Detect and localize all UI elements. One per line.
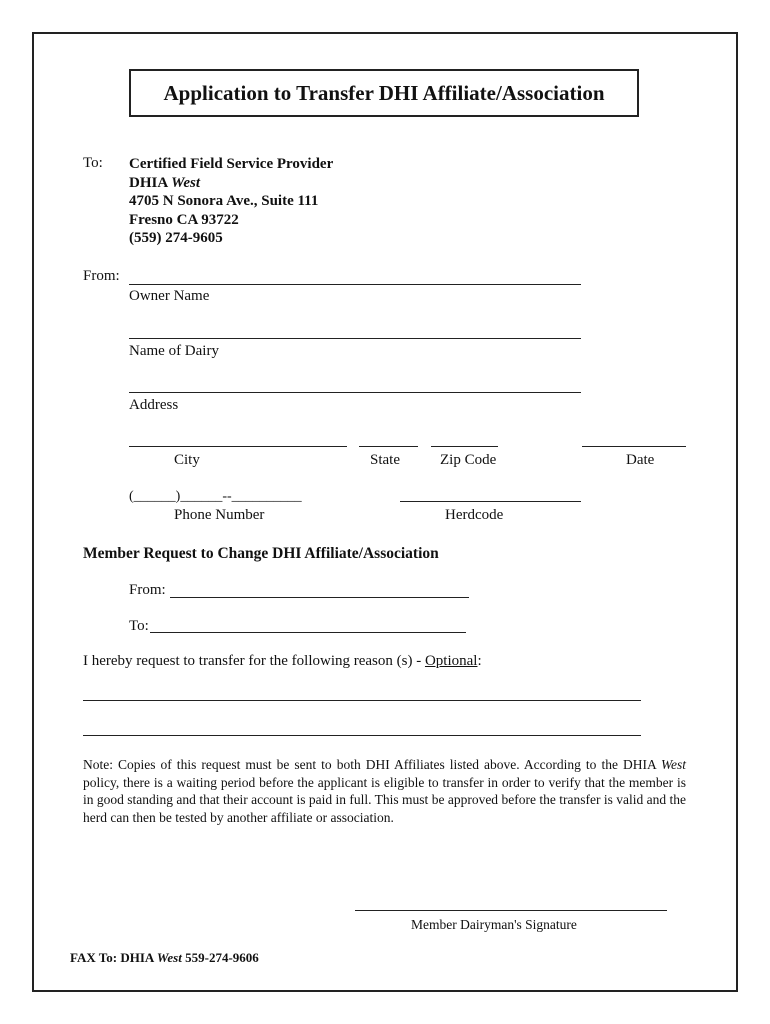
date-field[interactable] — [582, 446, 686, 447]
reason-line-1[interactable] — [83, 700, 641, 701]
request-to-label: To: — [129, 618, 149, 634]
address-label: Address — [129, 397, 179, 413]
to-label: To: — [83, 155, 103, 171]
phone-field[interactable]: (______)______--__________ — [129, 489, 302, 504]
state-field[interactable] — [359, 446, 418, 447]
request-from-field[interactable] — [170, 597, 469, 598]
member-request-heading: Member Request to Change DHI Affiliate/Association — [83, 545, 439, 562]
recipient-line-2: DHIA West — [129, 174, 200, 191]
dairy-name-label: Name of Dairy — [129, 343, 219, 359]
herdcode-label: Herdcode — [445, 507, 504, 523]
recipient-line-3: 4705 N Sonora Ave., Suite 111 — [129, 193, 319, 209]
address-field[interactable] — [129, 392, 581, 393]
zip-label: Zip Code — [440, 452, 497, 468]
title-box — [129, 69, 639, 117]
dairy-name-field[interactable] — [129, 338, 581, 339]
recipient-line-4: Fresno CA 93722 — [129, 211, 239, 228]
herdcode-field[interactable] — [400, 501, 581, 502]
owner-name-field[interactable] — [129, 284, 581, 285]
reason-line-2[interactable] — [83, 735, 641, 736]
note-paragraph: Note: Copies of this request must be sent to both DHI Affiliates listed above. According to the DHIA West policy, there is a waiting period before the applicant is eligible to transfer in order to verify that the member is in good standing and that their account is paid in full. This must be approved before the transfer is valid and the herd can then be tested by another affiliate or association. — [83, 757, 686, 825]
recipient-line-1: Certified Field Service Provider — [129, 156, 334, 172]
from-label: From: — [83, 268, 120, 284]
form-title: Application to Transfer DHI Affiliate/Association — [163, 80, 605, 105]
signature-label: Member Dairyman's Signature — [411, 917, 577, 932]
reason-prompt: I hereby request to transfer for the following reason (s) - Optional: — [83, 653, 482, 669]
fax-line: FAX To: DHIA West 559-274-9606 — [70, 950, 259, 965]
state-label: State — [370, 452, 400, 468]
signature-field[interactable] — [355, 910, 667, 911]
date-label: Date — [626, 452, 655, 468]
zip-field[interactable] — [431, 446, 498, 447]
recipient-address — [129, 155, 333, 248]
request-from-label: From: — [129, 582, 166, 598]
recipient-line-5: (559) 274-9605 — [129, 230, 223, 246]
owner-name-label: Owner Name — [129, 288, 210, 304]
phone-label: Phone Number — [174, 507, 265, 523]
request-to-field[interactable] — [150, 632, 466, 633]
city-field[interactable] — [129, 446, 347, 447]
city-label: City — [174, 452, 200, 468]
optional-label: Optional — [424, 653, 478, 669]
